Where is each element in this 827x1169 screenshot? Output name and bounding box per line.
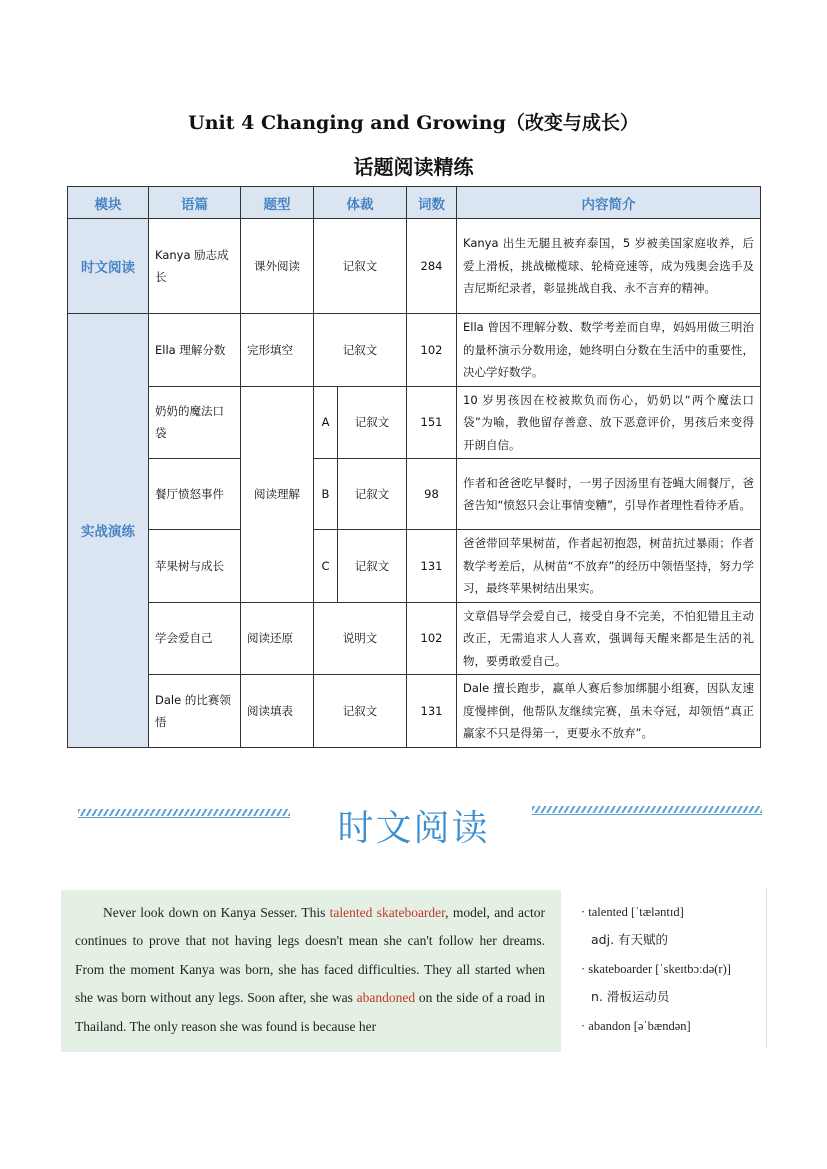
intro-cell: 文章倡导学会爱自己，接受自身不完美，不怕犯错且主动改正，无需追求人人喜欢，强调每天醒来都是生活的礼物，要勇敢爱自己。 [457, 602, 761, 675]
module-cell: 实战演练 [68, 314, 149, 748]
genre-cell: 记叙文 [338, 459, 407, 530]
words-cell: 131 [407, 530, 457, 603]
table-row [68, 530, 761, 603]
sub-cell: B [314, 459, 338, 530]
text-cell: 餐厅愤怒事件 [149, 459, 241, 530]
intro-cell: Ella 曾因不理解分数、数学考差而自卑，妈妈用做三明治的量杯演示分数用途，她终明白分数在生活中的重要性，决心学好数学。 [457, 314, 761, 387]
vocab-entry-abandon [581, 1019, 766, 1034]
type-cell: 阅读理解 [241, 386, 314, 602]
reading-passage [75, 899, 545, 1041]
table-row [68, 602, 761, 675]
type-cell: 阅读还原 [241, 602, 314, 675]
table-row [68, 386, 761, 459]
genre-cell: 说明文 [314, 602, 407, 675]
header-cell: 语篇 [149, 187, 241, 219]
genre-cell: 记叙文 [338, 386, 407, 459]
vocab-word: · talented [ˈtæləntɪd] [581, 905, 684, 919]
page-subtitle: 话题阅读精练 [353, 155, 474, 179]
genre-cell: 记叙文 [314, 675, 407, 748]
table-row [68, 459, 761, 530]
intro-cell: 作者和爸爸吃早餐时，一男子因汤里有苍蝇大闹餐厅，爸爸告知“愤怒只会让事情变糟”，引导作者理性看待矛盾。 [457, 459, 761, 530]
table-row [68, 314, 761, 387]
vocab-word: · skateboarder [ˈskeɪtbɔːdə(r)] [581, 962, 731, 976]
table-header-row [68, 187, 761, 219]
text-cell: 学会爱自己 [149, 602, 241, 675]
highlight-word: abandoned [356, 990, 416, 1006]
highlight-word: talented [329, 905, 373, 920]
text-cell: Kanya 励志成长 [149, 219, 241, 314]
words-cell: 102 [407, 314, 457, 387]
page-title: Unit 4 Changing and Growing（改变与成长） [188, 112, 639, 134]
intro-cell: 10 岁男孩因在校被欺负而伤心，奶奶以“两个魔法口袋”为喻，教他留存善意、放下恶意评价，男孩后来变得开朗自信。 [457, 386, 761, 459]
vocab-divider [766, 888, 767, 1048]
vocab-word: · abandon [əˈbændən] [581, 1019, 691, 1033]
vocab-definition: n. 滑板运动员 [591, 989, 670, 1004]
passage-text: , model, and actor continues to prove that not having legs doesn't mean she can't follow her dreams. From the moment Kanya was born, she has faced difficulties. They all started when she was born without any legs. Soon after, she was [75, 905, 545, 1006]
words-cell: 102 [407, 602, 457, 675]
sub-cell: A [314, 386, 338, 459]
text-cell: Dale 的比赛领悟 [149, 675, 241, 748]
vocab-definition: adj. 有天赋的 [591, 932, 669, 947]
genre-cell: 记叙文 [314, 219, 407, 314]
header-cell: 内容简介 [457, 187, 761, 219]
words-cell: 151 [407, 386, 457, 459]
type-cell: 完形填空 [241, 314, 314, 387]
header-cell: 模块 [68, 187, 149, 219]
genre-cell: 记叙文 [338, 530, 407, 603]
sub-cell: C [314, 530, 338, 603]
words-cell: 284 [407, 219, 457, 314]
words-cell: 131 [407, 675, 457, 748]
text-cell: Ella 理解分数 [149, 314, 241, 387]
passage-text: Never look down on Kanya Sesser. This [103, 905, 330, 920]
vocab-entry-skateboarder [581, 962, 766, 1005]
highlight-word: skateboarder [376, 905, 446, 920]
module-cell: 时文阅读 [68, 219, 149, 314]
section-title: 时文阅读 [337, 808, 490, 849]
text-cell: 奶奶的魔法口袋 [149, 386, 241, 459]
genre-cell: 记叙文 [314, 314, 407, 387]
table-row [68, 219, 761, 314]
passage-text: on the side of a road in Thailand. The only reason she was found is because her [75, 990, 545, 1034]
vocab-entry-talented [581, 905, 766, 948]
header-cell: 体裁 [314, 187, 407, 219]
intro-cell: Kanya 出生无腿且被弃泰国，5 岁被美国家庭收养，后爱上滑板，挑战橄榄球、轮椅竞速等，成为残奥会选手及吉尼斯纪录者，彰显挑战自我、永不言弃的精神。 [457, 219, 761, 314]
header-cell: 题型 [241, 187, 314, 219]
type-cell: 课外阅读 [241, 219, 314, 314]
intro-cell: Dale 擅长跑步，赢单人赛后参加绑腿小组赛，因队友速度慢摔倒，他帮队友继续完赛，虽未夺冠，却领悟“真正赢家不只是得第一，更要永不放弃”。 [457, 675, 761, 748]
words-cell: 98 [407, 459, 457, 530]
header-cell: 词数 [407, 187, 457, 219]
text-cell: 苹果树与成长 [149, 530, 241, 603]
type-cell: 阅读填表 [241, 675, 314, 748]
intro-cell: 爸爸带回苹果树苗，作者起初抱怨，树苗抗过暴雨；作者数学考差后，从树苗“不放弃”的经历中领悟坚持，努力学习，最终苹果树结出果实。 [457, 530, 761, 603]
overview-table [67, 186, 761, 748]
table-row [68, 675, 761, 748]
